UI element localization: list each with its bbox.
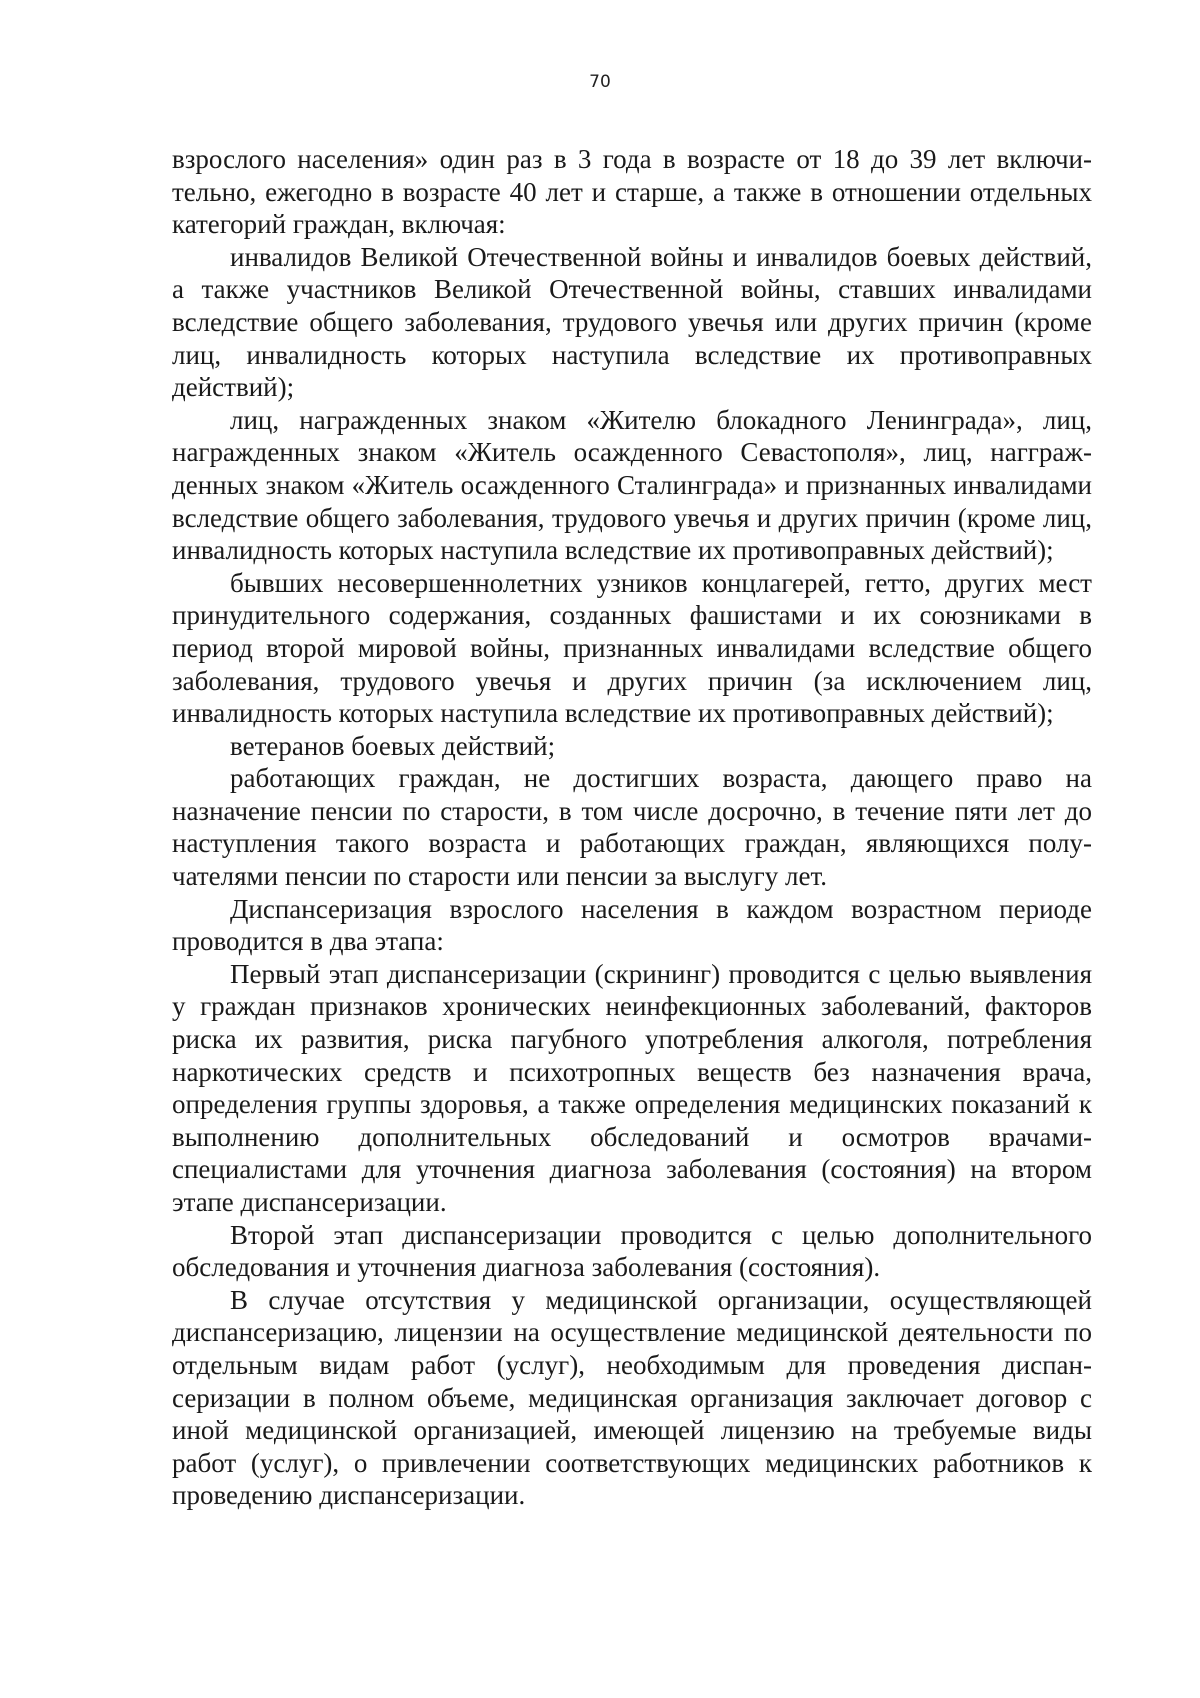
paragraph-list-item: работающих граждан, не достигших возраста, дающего право на назначение пенсии по старости, в том числе досрочно, в течение пяти лет до наступления такого возраста и работающих граждан, являющихся получателями пенсии по старости или пенсии за выслугу лет. xyxy=(172,763,1092,892)
paragraph-list-item: ветеранов боевых действий; xyxy=(230,730,556,761)
paragraph: Второй этап диспансеризации проводится с целью дополнительного обследования и уточнения диагноза заболевания (состояния). xyxy=(172,1219,1092,1283)
paragraph: Первый этап диспансеризации (скрининг) проводится с целью выявления у граждан признаков хронических неинфекционных заболеваний, факторов риска их развития, риска пагубного употребления алкоголя, потребления наркотических средств и психотропных веществ без назначения врача, определения группы здоровья, а также определения медицинских показаний к выполнению дополнительных обследований и осмотров врачами-специалистами для уточнения диагноза заболевания (состояния) на втором этапе диспансеризации. xyxy=(172,958,1092,1217)
body-text xyxy=(172,143,1092,1512)
paragraph: В случае отсутствия у медицинской организации, осуществляющей диспансеризацию, лицензии на осуществление медицинской деятельности по отдельным видам работ (услуг), необходимым для проведения диспансеризации в полном объеме, медицинская организация заключает договор с иной медицинской организацией, имеющей лицензию на требуемые виды работ (услуг), о привлечении соответствующих медицинских работников к проведению диспансеризации. xyxy=(172,1284,1092,1511)
paragraph-list-item: инвалидов Великой Отечественной войны и инвалидов боевых действий, а также участников Великой Отечественной войны, ставших инвалидами вследствие общего заболевания, трудового увечья или других причин (кроме лиц, инвалидность которых наступила вследствие их противоправных действий); xyxy=(172,241,1092,403)
paragraph-continuation: взрослого населения» один раз в 3 года в возрасте от 18 до 39 лет включительно, ежегодно в возрасте 40 лет и старше, а также в отношении отдельных категорий граждан, включая: xyxy=(172,144,1092,240)
paragraph-list-item: бывших несовершеннолетних узников концлагерей, гетто, других мест принудительного содержания, созданных фашистами и их союзниками в период второй мировой войны, признанных инвалидами вследствие общего заболевания, трудового увечья и других причин (за исключением лиц, инвалидность которых наступила вследствие их противоправных действий); xyxy=(172,567,1092,729)
page-number: 70 xyxy=(589,72,611,92)
paragraph: Диспансеризация взрослого населения в каждом возрастном периоде проводится в два этапа: xyxy=(172,893,1092,957)
paragraph-list-item: лиц, награжденных знаком «Жителю блокадного Ленинграда», лиц, награжденных знаком «Житель осажденного Севастополя», лиц, наггражденных знаком «Житель осажденного Сталинграда» и признанных инвалидами вследствие общего заболевания, трудового увечья и других причин (кроме лиц, инвалидность которых наступила вследствие их противоправных действий); xyxy=(172,404,1092,566)
